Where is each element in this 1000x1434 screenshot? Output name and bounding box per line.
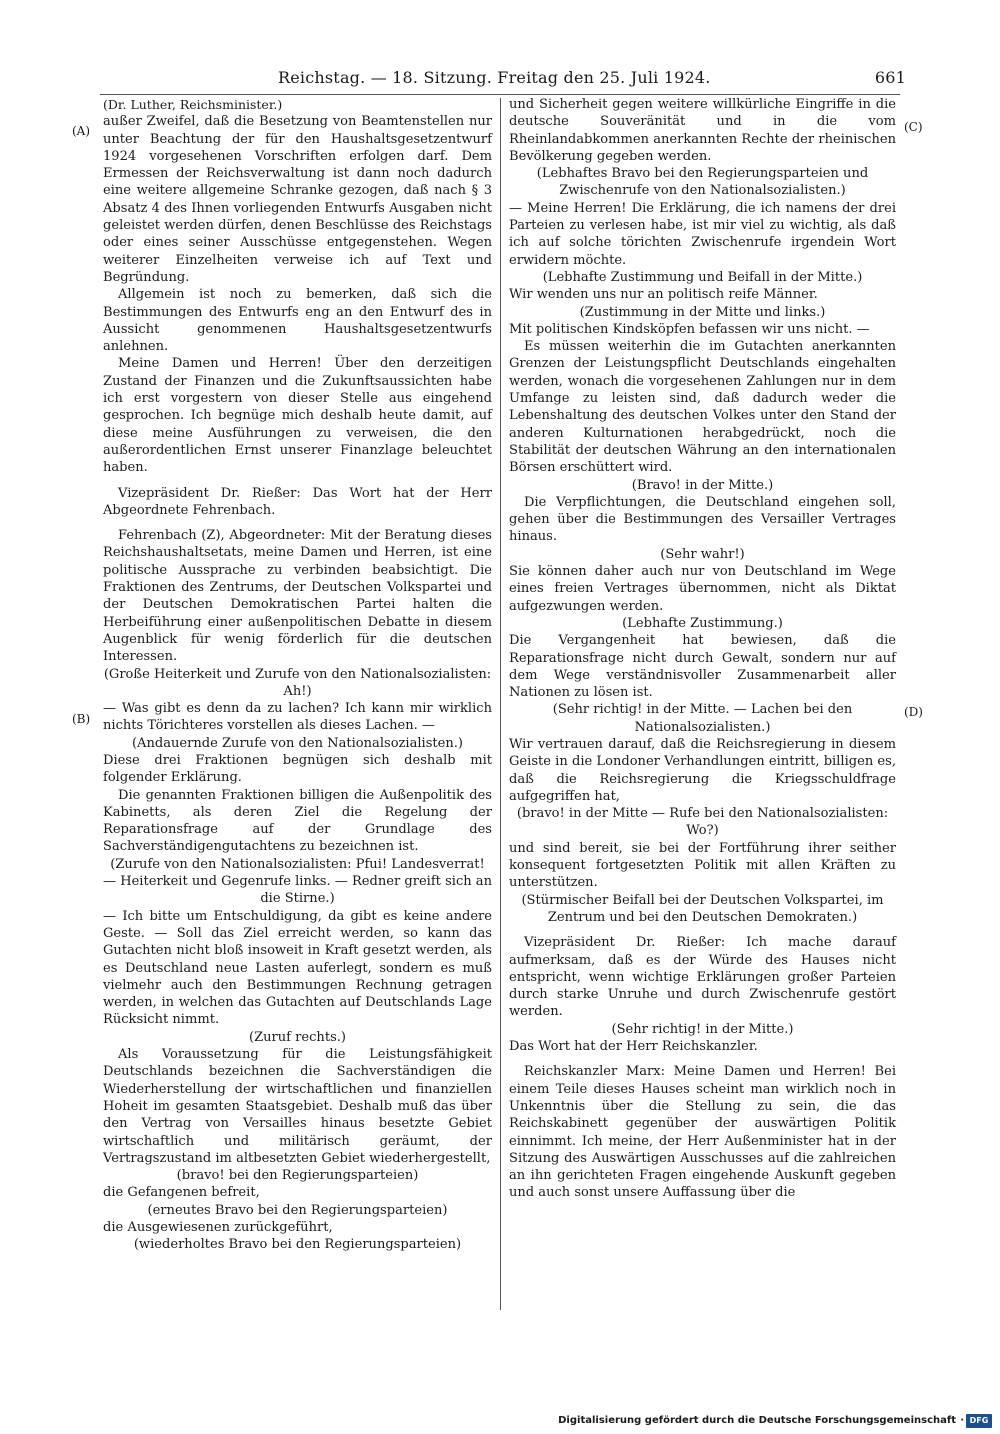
running-header: [96, 68, 906, 94]
running-title: Reichstag. — 18. Sitzung. Freitag den 25. Juli 1924.: [278, 68, 711, 87]
paragraph: die Gefangenen befreit,: [103, 1185, 260, 1201]
paragraph: (Dr. Luther, Reichsminister.): [103, 97, 283, 112]
paragraph: und sind bereit, sie bei der Fortführung ihrer seither konsequent fortgesetzten Politik mit allen Kräften zu unterstützen.: [509, 840, 896, 891]
paragraph: Reichskanzler Marx: Meine Damen und Herren! Bei einem Teile dieses Hauses scheint man wirklich noch in Unkenntnis über die Stellung zu sein, die das Reichskabinett gegenüber der auswärtigen Politik einnimmt. Ich meine, der Herr Außenminister hat in der Sitzung des Auswärtigen Ausschusses auf die zahlreichen an ihn gerichteten Fragen eingehende Auskunft gegeben und auch sonst unsere Auffassung über die: [509, 1064, 896, 1201]
interjection: (Große Heiterkeit und Zurufe von den Nationalsozialisten: Ah!): [103, 666, 492, 699]
interjection: (Lebhafte Zustimmung und Beifall in der Mitte.): [542, 269, 863, 285]
interjection: (Sehr richtig! in der Mitte.): [611, 1021, 794, 1037]
paragraph: Die Verpflichtungen, die Deutschland eingehen soll, gehen über die Bestimmungen des Versailler Vertrages hinaus.: [509, 494, 896, 545]
interjection: (Lebhaftes Bravo bei den Regierungsparteien und Zwischenrufe von den Nationalsozialisten.): [536, 166, 869, 199]
column-divider: [500, 98, 501, 1310]
interjection: (erneutes Bravo bei den Regierungsparteien): [147, 1202, 448, 1218]
paragraph: Wir vertrauen darauf, daß die Reichsregierung in diesem Geiste in die Londoner Verhandlungen eintritt, billigen es, daß die Reichsregierung die Kriegsschuldfrage aufgegriffen hat,: [509, 736, 896, 804]
paragraph: die Ausgewiesenen zurückgeführt,: [103, 1220, 333, 1235]
margin-marker-c: (C): [904, 120, 923, 134]
right-column: [509, 96, 896, 1202]
interjection: (Stürmischer Beifall bei der Deutschen Volkspartei, im Zentrum und bei den Deutschen Demokraten.): [521, 892, 884, 925]
paragraph: Als Voraussetzung für die Leistungsfähigkeit Deutschlands bezeichnen die Sachverständigen die Wiederherstellung der wirtschaftlichen und finanziellen Hoheit im gesamten Staatsgebiet. Deshalb muß das über den Vertrag von Versailles hinaus besetzte Gebiet wirtschaftlich und militärisch geräumt, der Vertragszustand im altbesetzten Gebiet wiederhergestellt,: [103, 1047, 492, 1166]
paragraph: Fehrenbach (Z), Abgeordneter: Mit der Beratung dieses Reichshaushaltsetats, meine Damen und Herren, ist eine politische Aussprache zu verbinden beabsichtigt. Die Fraktionen des Zentrums, der Deutschen Volkspartei und der Deutschen Demokratischen Partei halten die Herbeiführung einer außenpolitischen Debatte in diesem Augenblick für wenig förderlich für die deutschen Interessen.: [103, 528, 492, 665]
interjection: (Sehr wahr!): [660, 546, 745, 562]
margin-marker-d: (D): [904, 705, 923, 719]
interjection: (Sehr richtig! in der Mitte. — Lachen bei den Nationalsozialisten.): [552, 702, 853, 735]
paragraph: — Meine Herren! Die Erklärung, die ich namens der drei Parteien zu verlesen habe, ist mir viel zu wichtig, als daß ich auf solche törichten Zwischenrufe irgendein Wort erwidern möchte.: [509, 200, 896, 268]
page-number: 661: [874, 68, 906, 87]
interjection: (bravo! bei den Regierungsparteien): [176, 1168, 419, 1184]
paragraph: Das Wort hat der Herr Reichskanzler.: [509, 1039, 758, 1055]
footer-credit: Digitalisierung gefördert durch die Deutsche Forschungsgemeinschaft: [558, 1415, 956, 1426]
paragraph: Wir wenden uns nur an politisch reife Männer.: [509, 287, 818, 303]
interjection: (Zurufe von den Nationalsozialisten: Pfui! Landesverrat! — Heiterkeit und Gegenrufe links. — Redner greift sich an die Stirne.): [103, 856, 492, 907]
interjection: (Zuruf rechts.): [248, 1029, 347, 1045]
paragraph: Die Vergangenheit hat bewiesen, daß die Reparationsfrage nicht durch Gewalt, sondern nur auf dem Wege verständnisvoller Zusammenarbeit aller Nationen zu lösen ist.: [509, 633, 896, 701]
paragraph: Meine Damen und Herren! Über den derzeitigen Zustand der Finanzen und die Zukunftsaussichten habe ich erst vorgestern von dieser Stelle aus eingehend gesprochen. Ich begnüge mich deshalb heute damit, auf diese meine Ausführungen zu verweisen, die den außerordentlichen Ernst unserer Finanzlage beleuchtet haben.: [103, 356, 492, 476]
interjection: (wiederholtes Bravo bei den Regierungsparteien): [133, 1237, 462, 1253]
header-rule: [100, 94, 900, 95]
dfg-logo: DFG: [966, 1414, 992, 1428]
paragraph: Mit politischen Kindsköpfen befassen wir uns nicht. —: [509, 321, 870, 337]
paragraph: außer Zweifel, daß die Besetzung von Beamtenstellen nur unter Beachtung der für den Haushaltsgesetzentwurf 1924 vorgesehenen Vorschriften erfolgen darf. Dem Ermessen der Reichsverwaltung ist dann noch dadurch eine weitere allgemeine Schranke gezogen, daß nach § 3 Absatz 4 des Ihnen vorliegenden Entwurfs Ausgaben nicht geleistet werden dürfen, denen Beschlüsse des Reichstags oder eines seiner Ausschüsse entgegenstehen. Wegen weiterer Einzelheiten verweise ich auf Text und Begründung.: [103, 114, 492, 285]
interjection: (Lebhafte Zustimmung.): [622, 615, 783, 631]
paragraph: und Sicherheit gegen weitere willkürliche Eingriffe in die deutsche Souveränität und in die vom Rheinlandabkommen anerkannten Rechte der rheinischen Bevölkerung gegeben werden.: [509, 97, 896, 164]
paragraph: Vizepräsident Dr. Rießer: Ich mache darauf aufmerksam, daß es der Würde des Hauses nicht entspricht, wenn wichtige Erklärungen großer Parteien durch starke Unruhe und durch Zwischenrufe gestört werden.: [509, 935, 896, 1020]
paragraph: Die genannten Fraktionen billigen die Außenpolitik des Kabinetts, als deren Ziel die Regelung der Reparationsfrage auf der Grundlage des Sachverständigengutachtens zu bezeichnen ist.: [103, 787, 492, 855]
interjection: (Bravo! in der Mitte.): [631, 477, 774, 493]
paragraph: Es müssen weiterhin die im Gutachten anerkannten Grenzen der Leistungspflicht Deutschlands eingehalten werden, wonach die vorgesehenen Zahlungen nur in dem Umfange zu leisten sind, daß dadurch weder die Lebenshaltung des deutschen Volkes unter den Stand der anderen Kulturnationen herabgedrückt, noch die Stabilität der deutschen Währung an den internationalen Börsen erschüttert wird.: [509, 339, 896, 476]
margin-marker-a: (A): [72, 124, 91, 138]
paragraph: Diese drei Fraktionen begnügen sich deshalb mit folgender Erklärung.: [103, 752, 492, 786]
left-column: [103, 96, 492, 1254]
paragraph: — Ich bitte um Entschuldigung, da gibt es keine andere Geste. — Soll das Ziel erreicht werden, so kann das Gutachten nicht bloß insoweit in Kraft gesetzt werden, als es Deutschland neue Lasten auferlegt, sondern es muß vielmehr auch den Bestimmungen Rechnung getragen werden, in welchen das Gutachten auf Deutschlands Lage Rücksicht nimmt.: [103, 908, 492, 1028]
margin-marker-b: (B): [72, 712, 91, 726]
paragraph: — Was gibt es denn da zu lachen? Ich kann mir wirklich nichts Törichteres vorstellen als dieses Lachen. —: [103, 701, 492, 734]
paragraph: Vizepräsident Dr. Rießer: Das Wort hat der Herr Abgeordnete Fehrenbach.: [103, 485, 492, 518]
paragraph: Allgemein ist noch zu bemerken, daß sich die Bestimmungen des Entwurfs eng an den Entwurf des in Aussicht genommenen Haushaltsgesetzentwurfs anlehnen.: [103, 287, 492, 355]
interjection: (bravo! in der Mitte — Rufe bei den Nationalsozialisten: Wo?): [516, 806, 889, 839]
interjection: (Zustimmung in der Mitte und links.): [579, 304, 826, 320]
footer: [558, 1414, 992, 1430]
interjection: (Andauernde Zurufe von den Nationalsozialisten.): [131, 735, 464, 751]
footer-separator: ·: [960, 1415, 964, 1426]
paragraph: Sie können daher auch nur von Deutschland im Wege eines freien Vertrages übernommen, nicht als Diktat aufgezwungen werden.: [509, 564, 896, 614]
